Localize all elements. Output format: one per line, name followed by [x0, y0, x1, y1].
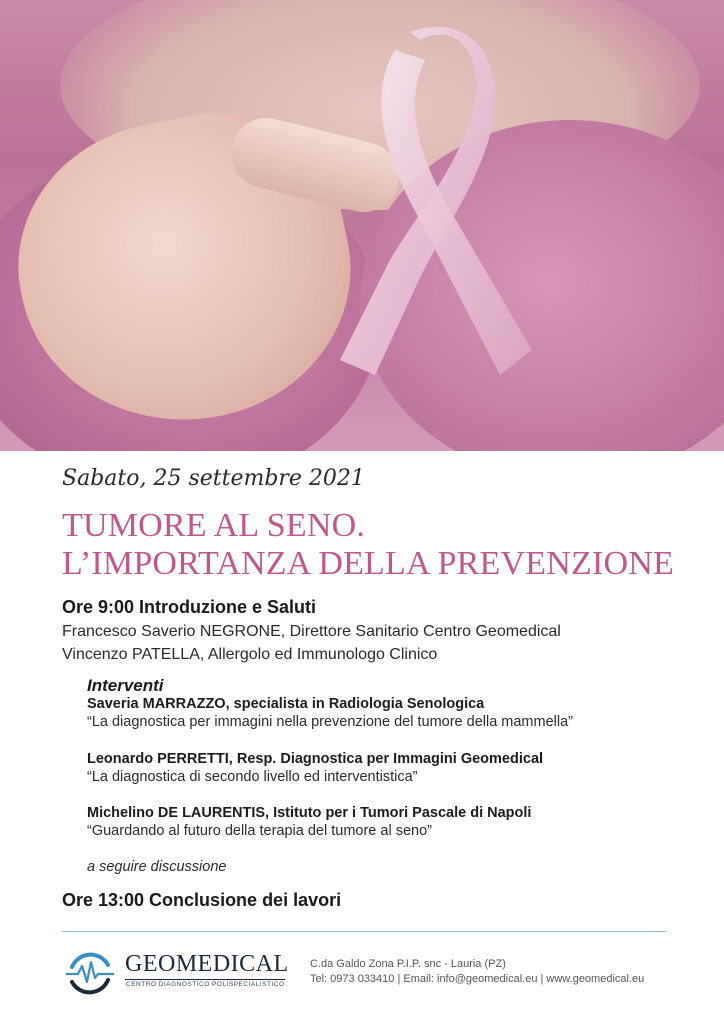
- hero-image: [0, 0, 724, 451]
- closing-heading: Ore 13:00 Conclusione dei lavori: [62, 890, 342, 910]
- heartbeat-circle-icon: [64, 947, 116, 999]
- intervento-3-talk: “Guardando al futuro della terapia del tumore al seno”: [87, 823, 432, 839]
- interventi-label: Interventi: [87, 676, 164, 695]
- intervento-2-speaker: Leonardo PERRETTI, Resp. Diagnostica per Immagini Geomedical: [87, 751, 544, 767]
- logo-underline: [125, 979, 285, 980]
- logo-subtitle: CENTRO DIAGNOSTICO POLISPECIALISTICO: [126, 981, 285, 988]
- event-date: Sabato, 25 settembre 2021: [62, 466, 365, 491]
- discussion-note: a seguire discussione: [87, 859, 227, 875]
- pink-ribbon-icon: [300, 20, 540, 410]
- footer-divider: [62, 931, 666, 932]
- opening-heading: Ore 9:00 Introduzione e Saluti: [62, 597, 317, 617]
- footer-contacts: Tel: 0973 033410 | Email: info@geomedical.eu | www.geomedical.eu: [310, 973, 645, 985]
- footer-address: C.da Galdo Zona P.I.P. snc - Lauria (PZ): [310, 958, 506, 970]
- intervento-3-speaker: Michelino DE LAURENTIS, Istituto per i Tumori Pascale di Napoli: [87, 805, 532, 821]
- event-title-line-2: L’IMPORTANZA DELLA PREVENZIONE: [62, 545, 674, 582]
- intervento-1-speaker: Saveria MARRAZZO, specialista in Radiologia Senologica: [87, 696, 485, 712]
- opening-speaker-2: Vincenzo PATELLA, Allergolo ed Immunologo Clinico: [62, 646, 438, 663]
- opening-speaker-1: Francesco Saverio NEGRONE, Direttore Sanitario Centro Geomedical: [62, 623, 561, 640]
- event-title: [62, 507, 674, 583]
- intervento-2-talk: “La diagnostica di secondo livello ed interventistica”: [87, 769, 418, 785]
- logo-name: GEOMEDICAL: [125, 951, 289, 977]
- event-title-line-1: TUMORE AL SENO.: [62, 507, 366, 544]
- intervento-1-talk: “La diagnostica per immagini nella prevenzione del tumore della mammella”: [87, 714, 573, 730]
